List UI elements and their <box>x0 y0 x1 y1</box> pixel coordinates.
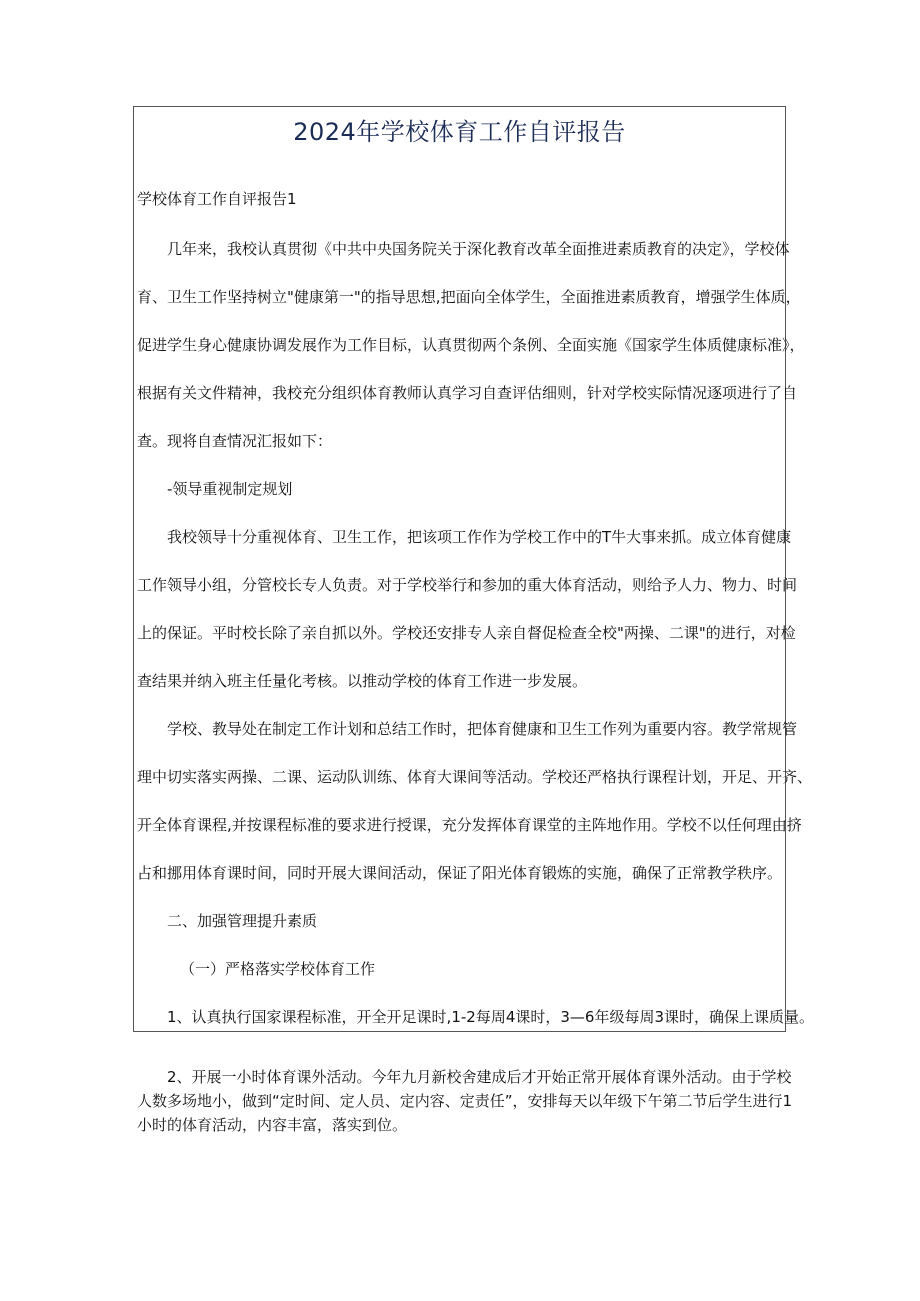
section-heading: 二、加强管理提升素质 <box>167 912 318 930</box>
document-title: 2024年学校体育工作自评报告 <box>293 118 626 146</box>
paragraph-line: 育、卫生工作坚持树立"健康第一"的指导思想,把面向全体学生，全面推进素质教育，增强学生体质， <box>137 288 801 306</box>
section-heading: 学校体育工作自评报告1 <box>137 190 297 208</box>
paragraph-line: 开全体育课程,并按课程标准的要求进行授课，充分发挥体育课堂的主阵地作用。学校不以任何理由挤 <box>137 816 802 834</box>
paragraph-line: 学校、教导处在制定工作计划和总结工作时，把体育健康和卫生工作列为重要内容。教学常规管 <box>167 720 798 738</box>
subsection-heading: （一）严格落实学校体育工作 <box>180 960 376 978</box>
paragraph-line: 工作领导小组，分管校长专人负责。对于学校举行和参加的重大体育活动，则给予人力、物力、时间 <box>137 576 798 594</box>
paragraph-line: 根据有关文件精神，我校充分组织体育教师认真学习自查评估细则，针对学校实际情况逐项进行了自 <box>137 384 798 402</box>
paragraph-line: 小时的体育活动，内容丰富，落实到位。 <box>137 1116 408 1134</box>
paragraph-line: 查。现将自查情况汇报如下： <box>137 432 333 450</box>
paragraph-line: 占和挪用体育课时间，同时开展大课间活动，保证了阳光体育锻炼的实施，确保了正常教学秩序。 <box>137 864 783 882</box>
paragraph-line: 人数多场地小，做到“定时间、定人员、定内容、定责任”，安排每天以年级下午第二节后学生进行1 <box>137 1092 793 1110</box>
paragraph-line: 上的保证。平时校长除了亲自抓以外。学校还安排专人亲自督促检查全校"两操、二课"的进行，对检 <box>137 624 796 642</box>
paragraph-line: 促进学生身心健康协调发展作为工作目标，认真贯彻两个条例、全面实施《国家学生体质健康标准》， <box>137 336 805 354</box>
paragraph-line: 理中切实落实两操、二课、运动队训练、体育大课间等活动。学校还严格执行课程计划，开足、开齐、 <box>137 768 813 786</box>
paragraph-line: 我校领导十分重视体育、卫生工作，把该项工作作为学校工作中的T牛大事来抓。成立体育健康 <box>167 528 792 546</box>
subsection-heading: -领导重视制定规划 <box>167 480 293 498</box>
paragraph-line: 1、认真执行国家课程标准，开全开足课时,1-2每周4课时，3—6年级每周3课时，确保上课质量。 <box>167 1008 814 1026</box>
paragraph-line: 查结果并纳入班主任量化考核。以推动学校的体育工作进一步发展。 <box>137 672 588 690</box>
paragraph-line: 2、开展一小时体育课外活动。今年九月新校舍建成后才开始正常开展体育课外活动。由于学校 <box>167 1068 792 1086</box>
paragraph-line: 几年来，我校认真贯彻《中共中央国务院关于深化教育改革全面推进素质教育的决定》，学校体 <box>167 240 790 258</box>
